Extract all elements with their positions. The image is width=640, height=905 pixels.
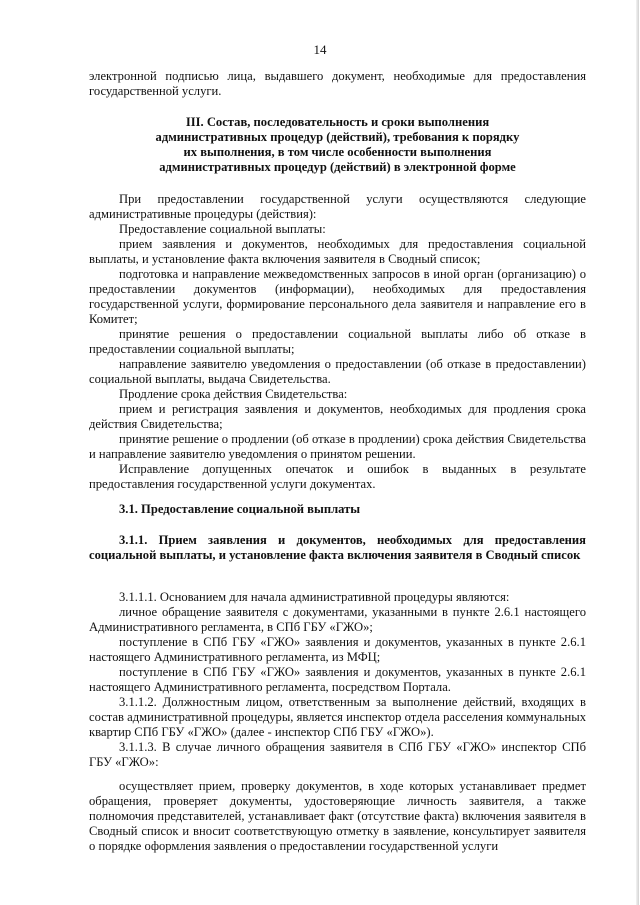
procedures-list — [89, 192, 586, 492]
intro-continuation — [89, 69, 586, 99]
group1-item: подготовка и направление межведомственных запросов в иной орган (организацию) о предоставлении документов (информации), необходимых для предоставления государственной услуги, формирование персонального дела заявителя и направление его в Комитет; — [89, 267, 586, 326]
subsection-3-1-1-block — [89, 533, 586, 563]
group3-paragraph: Исправление допущенных опечаток и ошибок в выданных в результате предоставления государственной услуги документах. — [89, 462, 586, 491]
ground-item: личное обращение заявителя с документами, указанными в пункте 2.6.1 настоящего Административного регламента, в СПб ГБУ «ГЖО»; — [89, 605, 586, 634]
heading-line-1: III. Состав, последовательность и сроки выполнения — [185, 115, 490, 129]
procedure-details — [89, 590, 586, 770]
group2-item: принятие решение о продлении (об отказе в продлении) срока действия Свидетельства и направление заявителю уведомления о принятом решении. — [89, 432, 586, 461]
paragraph-3-1-1-2: 3.1.1.2. Должностным лицом, ответственным за выполнение действий, входящих в состав административной процедуры, является инспектор отдела расселения коммунальных квартир СПб ГБУ «ГЖО» (далее - инспектор СПб ГБУ «ГЖО»). — [89, 695, 586, 739]
subsection-3-1-heading: 3.1. Предоставление социальной выплаты — [119, 502, 361, 516]
ground-item: поступление в СПб ГБУ «ГЖО» заявления и документов, указанных в пункте 2.6.1 настоящего Административного регламента, посредством Портала. — [89, 665, 586, 694]
section-heading — [89, 115, 586, 175]
procedures-intro: При предоставлении государственной услуги осуществляются следующие административные процедуры (действия): — [89, 192, 586, 221]
group2-item: прием и регистрация заявления и документов, необходимых для продления срока действия Свидетельства; — [89, 402, 586, 431]
group1-title: Предоставление социальной выплаты: — [119, 222, 326, 236]
group2-title: Продление срока действия Свидетельства: — [119, 387, 348, 401]
page-number: 14 — [313, 42, 327, 57]
intro-paragraph: электронной подписью лица, выдавшего документ, необходимые для предоставления государственной услуги. — [89, 69, 586, 98]
paragraph-3-1-1-1: 3.1.1.1. Основанием для начала административной процедуры являются: — [119, 590, 510, 604]
ground-item: поступление в СПб ГБУ «ГЖО» заявления и документов, указанных в пункте 2.6.1 настоящего Административного регламента, из МФЦ; — [89, 635, 586, 664]
paragraph-3-1-1-3: 3.1.1.3. В случае личного обращения заявителя в СПб ГБУ «ГЖО» инспектор СПб ГБУ «ГЖО»: — [89, 740, 586, 769]
group1-item: направление заявителю уведомления о предоставлении (об отказе в предоставлении) социальной выплаты, выдача Свидетельства. — [89, 357, 586, 386]
heading-line-3: их выполнения, в том числе особенности выполнения — [183, 145, 492, 159]
heading-line-4: административных процедур (действий) в электронной форме — [159, 160, 516, 174]
group1-item: прием заявления и документов, необходимых для предоставления социальной выплаты, и установление факта включения заявителя в Сводный список; — [89, 237, 586, 266]
subsection-3-1-1-heading: 3.1.1. Прием заявления и документов, необходимых для предоставления социальной выплаты, и установление факта включения заявителя в Сводный список — [89, 533, 586, 562]
heading-line-2: административных процедур (действий), требования к порядку — [155, 130, 520, 144]
group1-item: принятие решения о предоставлении социальной выплаты либо об отказе в предоставлении социальной выплаты; — [89, 327, 586, 356]
final-paragraph-block — [89, 779, 586, 854]
paragraph-final: осуществляет прием, проверку документов, в ходе которых устанавливает предмет обращения, проверяет документы, удостоверяющие личность заявителя, а также полномочия представителей, устанавливает факт (отсутствие факта) включения заявителя в Сводный список и вносит соответствующую отметку в заявление, консультирует заявителя о порядке оформления заявления о предоставлении государственной услуги — [89, 779, 586, 853]
scan-page-edge — [636, 0, 639, 905]
